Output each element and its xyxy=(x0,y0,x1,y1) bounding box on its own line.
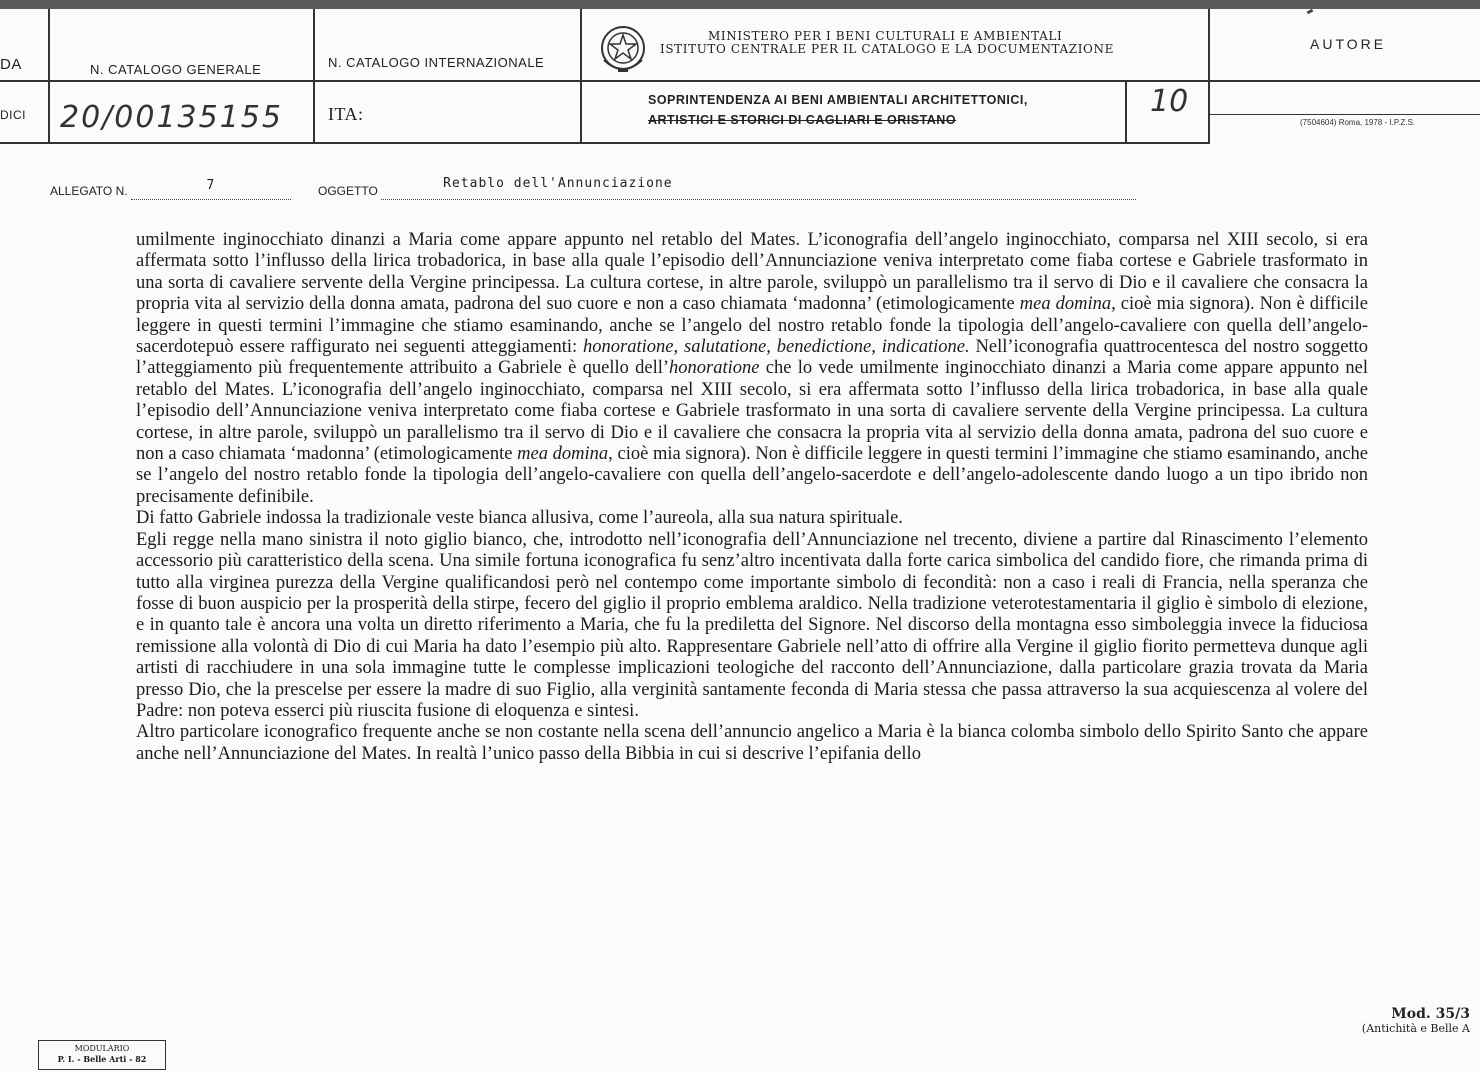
oggetto-value-line xyxy=(381,176,1136,200)
oggetto-label: OGGETTO xyxy=(318,184,378,198)
paragraph-3: Egli regge nella mano sinistra il noto giglio bianco, che, introdotto nell’iconografia dell’Annunciazione nel trecento, diviene a partire dal Rinascimento l’elemento accessorio più caratteristico della scena. Una simile fortuna iconografica fu senz’altro incentivata dalla forte carica simbolica del candido fiore, che rimanda prima di tutto alla virginea purezza della Vergine qualificandosi però nel contempo come importante simbolo di fecondità: non a caso i reali di Francia, nella speranza che fosse di buon auspicio per la prosperità della stirpe, fecero del giglio il proprio emblema araldico. Nella tradizione veterotestamentaria il giglio è simbolo di elezione, e in quanto tale è ancora una volta un diretto riferimento a Maria, che fu la prediletta del Signore. Nel discorso della montagna esso simboleggia invece la fiduciosa remissione alla volontà di Dio di cui Maria ha dato l’esempio più alto. Rappresentare Gabriele nell’atto di offrire alla Vergine il giglio fiorito permetteva dunque agli artisti di racchiudere in una sola immagine tutte le complesse implicazioni teologiche del racconto dell’Annunciazione, dalla particolare grazia trovata da Maria presso Dio, che la prescelse per essere la madre di suo Figlio, alla verginità santamente feconda di Maria stessa che passa attraverso la sua acquiescenza al volere del Padre: non poteva esserci più riuscita fusione di eloquenza e sintesi. xyxy=(136,529,1368,721)
modulario-line2: P. I. - Belle Arti - 82 xyxy=(57,1054,147,1064)
p1-text-a: umilmente inginocchiato dinanzi a Maria come appare appunto nel retablo del Mates. L’iconografia dell’angelo inginocchiato, comparsa nel XIII secolo, si era affermata sotto l’influsso della lirica trobadorica, in base alla quale l’episodio dell’Annunciazione veniva interpretato come fiaba cortese e Gabriele trasformato in una sorta di cavaliere servente della Vergine principessa. La cultura cortese, in altre parole, sviluppò un parallelismo tra il servo di Dio e il cavaliere che consacra la propria vita al servizio della donna amata, padrona del suo cuore e non a caso chiamata ‘madonna’ (etimologicamente xyxy=(136,230,1368,315)
catalogo-generale-label: N. CATALOGO GENERALE xyxy=(90,62,262,77)
p1-text-c: cioè mia signora). Non è difficile leggere in questi termini l’immagine che stiamo esaminando, anche se l’angelo del nostro retablo fonde la tipologia dell’angelo-cavaliere con quella dell’angelo-sacerdotepuò essere raffigurato nei seguenti atteggiamenti: xyxy=(136,294,1369,358)
autore-label: AUTORE xyxy=(1310,36,1387,52)
paragraph-2: Di fatto Gabriele indossa la tradizionale veste bianca allusiva, come l’aureola, alla sua natura spirituale. xyxy=(136,508,903,529)
soprintendenza-line1: SOPRINTENDENZA AI BENI AMBIENTALI ARCHITETTONICI, xyxy=(648,93,1028,107)
ministry-line1: MINISTERO PER I BENI CULTURALI E AMBIENTALI xyxy=(708,29,1063,43)
italian-republic-emblem-icon xyxy=(598,22,648,78)
mod-code xyxy=(1362,1006,1470,1035)
ministry-heading xyxy=(660,30,1140,56)
catalogo-generale-value: 20/00135155 xyxy=(60,100,283,135)
allegato-label: ALLEGATO N. xyxy=(50,184,128,198)
modulario-box xyxy=(38,1040,166,1070)
soprintendenza-line2: ARTISTICI E STORICI DI CAGLIARI E ORISTANO xyxy=(648,113,957,127)
col1-bottom-label: DICI xyxy=(0,108,26,122)
col1-top-label: DA xyxy=(0,56,22,73)
allegato-value: 7 xyxy=(206,178,216,193)
mod-line1: Mod. 35/3 xyxy=(1391,1006,1470,1022)
paragraph-1 xyxy=(136,230,1368,508)
paragraph-4: Altro particolare iconografico frequente anche se non costante nella scena dell’annuncio angelico a Maria è la bianca colomba simbolo dello Spirito Santo che appare anche nell’Annunciazione del Mates. In realtà l’unico passo della Bibbia in cui si descrive l’epifania dello xyxy=(136,722,1368,764)
allegato-field xyxy=(50,178,291,200)
p1-text-e: Nell’iconografia quattrocentesca del nostro soggetto l’atteggiamento più frequentemente attribuito a Gabriele è quello dell’ xyxy=(136,337,1368,379)
modulario-line1: MODULARIO xyxy=(74,1044,130,1053)
soprintendenza-heading xyxy=(648,90,1088,130)
p1-italic-d: honoratione, salutatione, benedictione, indicatione. xyxy=(583,337,970,358)
mod-line2: (Antichità e Belle A xyxy=(1361,1022,1470,1035)
print-code: (7504604) Roma, 1978 - I.P.Z.S. xyxy=(1300,118,1416,127)
body-text xyxy=(136,230,1368,765)
p1-text-i: , cioè mia signora). Non è difficile leggere in questi termini l’immagine che stiamo esaminando, anche se l’angelo del nostro retablo fonde la tipologia dell’angelo-cavaliere con quella dell’angelo-sacerdote e dell’angelo-adolescente dando luogo a un tipo ibrido non precisamente definibile. xyxy=(136,444,1368,507)
p1-italic-f: honoratione xyxy=(669,358,760,379)
p1-italic-b: mea domina, xyxy=(1019,294,1116,315)
top-edge-bar xyxy=(0,0,1480,9)
p1-italic-h: mea domina xyxy=(517,444,609,465)
allegato-value-line xyxy=(131,178,291,200)
catalogo-internazionale-value: ITA: xyxy=(328,104,364,124)
p1-text-g: che lo vede umilmente inginocchiato dinanzi a Maria come appare appunto nel retablo del Mates. L’iconografia dell’angelo inginocchiato, comparsa nel XIII secolo, si era affermata sotto l’influsso della lirica trobadorica, in base alla quale l’episodio dell’Annunciazione veniva interpretato come fiaba cortese e Gabriele trasformato in una sorta di cavaliere servente della Vergine principessa. La cultura cortese, in altre parole, sviluppò un parallelismo tra il servo di Dio e il cavaliere che consacra la propria vita al servizio della donna amata, padrona del suo cuore e non a caso chiamata ‘madonna’ (etimologicamente xyxy=(136,358,1368,465)
code-value: 10 xyxy=(1150,84,1189,119)
oggetto-value: Retablo dell'Annunciazione xyxy=(443,176,673,191)
oggetto-field xyxy=(318,176,1136,200)
scan-mark xyxy=(1307,9,1314,15)
ministry-line2: ISTITUTO CENTRALE PER IL CATALOGO E LA DOCUMENTAZIONE xyxy=(660,42,1114,56)
catalogo-internazionale-label: N. CATALOGO INTERNAZIONALE xyxy=(328,55,545,70)
